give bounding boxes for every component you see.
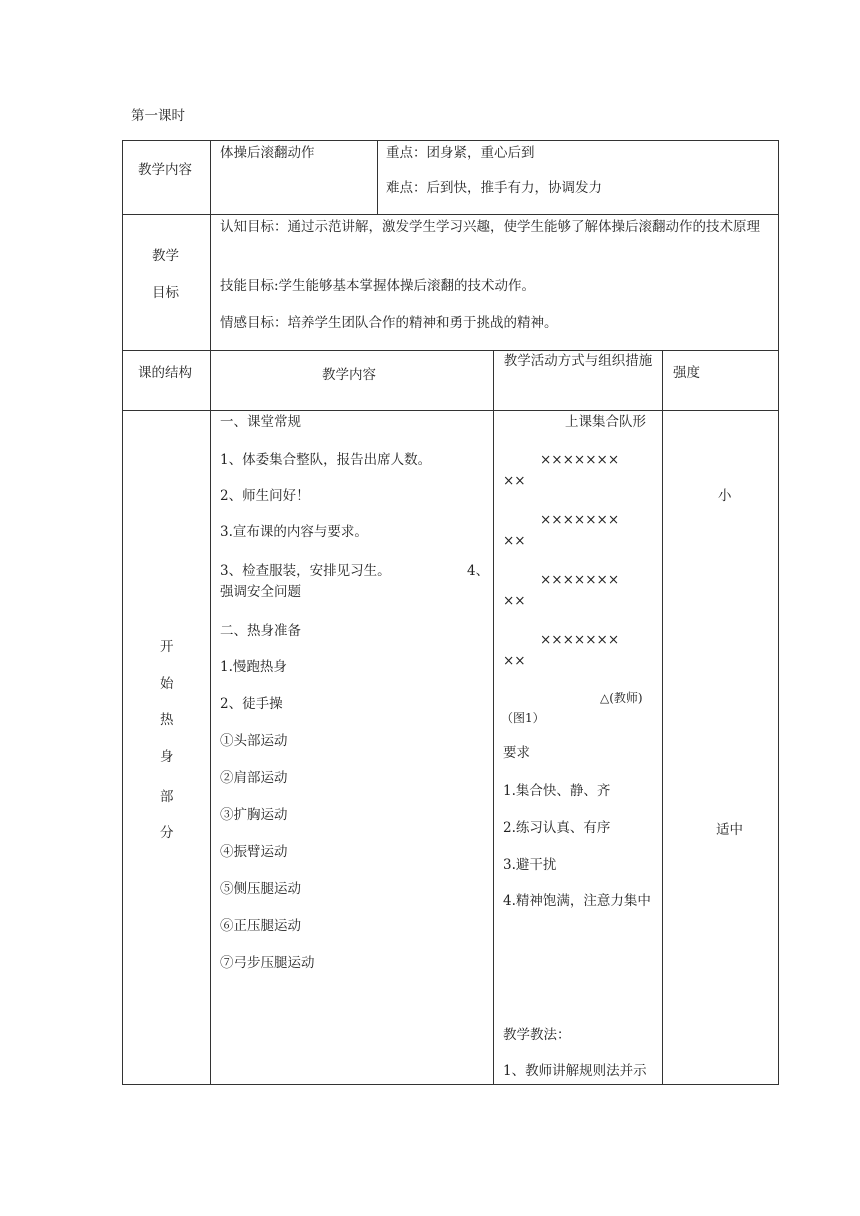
row-divider (122, 410, 779, 411)
content-item: 二、热身准备 (220, 623, 301, 639)
content-item: 一、课堂常规 (220, 414, 301, 430)
content-item: ⑤侧压腿运动 (220, 881, 301, 897)
content-item: ③扩胸运动 (220, 807, 288, 823)
section-char: 始 (160, 676, 174, 692)
figure-caption: （图1） (501, 711, 545, 725)
section-char: 热 (160, 712, 174, 728)
teaching-content-value: 体操后滚翻动作 (220, 145, 315, 161)
section-char: 部 (160, 789, 174, 805)
structure-header: 课的结构 (138, 365, 192, 381)
column-divider (493, 350, 494, 1085)
teaching-content-header: 教学内容 (138, 162, 192, 178)
section-char: 分 (160, 825, 174, 841)
skill-goal: 技能目标:学生能够基本掌握体操后滚翻的技术动作。 (220, 278, 536, 294)
content-item: 2、师生问好！ (220, 488, 310, 504)
requirement-item: 3.避干扰 (503, 857, 557, 873)
requirement-item: 2.练习认真、有序 (503, 820, 611, 836)
content-item: 强调安全问题 (220, 584, 301, 600)
teaching-goal-header-2: 目标 (152, 285, 179, 301)
key-point-text: 重点：团身紧，重心后到 (386, 145, 535, 161)
requirements-title: 要求 (503, 745, 530, 761)
lesson-plan-table (122, 140, 779, 1085)
formation-row: ×× (503, 533, 526, 549)
content-item: ④振臂运动 (220, 844, 288, 860)
formation-row: ××××××× (540, 572, 620, 588)
content-item: 1.慢跑热身 (220, 659, 287, 675)
intensity-header: 强度 (673, 365, 700, 381)
column-divider (210, 140, 211, 1085)
formation-row: ×× (503, 593, 526, 609)
method-title: 教学教法： (503, 1027, 571, 1043)
activity-header: 教学活动方式与组织措施 (503, 353, 653, 369)
difficulty-text: 难点：后到快，推手有力，协调发力 (386, 180, 602, 196)
page-title: 第一课时 (131, 108, 185, 124)
content-item: 2、徒手操 (220, 696, 283, 712)
teaching-goal-header-1: 教学 (152, 248, 179, 264)
emotion-goal: 情感目标：培养学生团队合作的精神和勇于挑战的精神。 (220, 315, 558, 331)
content-item: ⑦弓步压腿运动 (220, 955, 315, 971)
table-border-bottom (122, 1084, 779, 1085)
content-item: ②肩部运动 (220, 770, 288, 786)
content-item: ①头部运动 (220, 733, 288, 749)
formation-row: ××××××× (540, 632, 620, 648)
content-item: 3、检查服装，安排见习生。 (220, 563, 391, 579)
intensity-value: 适中 (716, 822, 743, 838)
column-divider (377, 140, 378, 214)
content-item: 3.宣布课的内容与要求。 (220, 524, 368, 540)
section-char: 身 (160, 749, 174, 765)
column-divider (662, 350, 663, 1085)
requirement-item: 4.精神饱满，注意力集中 (503, 893, 651, 909)
section-char: 开 (160, 639, 174, 655)
formation-row: ××××××× (540, 452, 620, 468)
formation-title: 上课集合队形 (565, 414, 646, 430)
intensity-value: 小 (718, 488, 732, 504)
cognitive-goal: 认知目标：通过示范讲解，激发学生学习兴趣，使学生能够了解体操后滚翻动作的技术原理 (220, 219, 760, 235)
row-divider (122, 214, 779, 215)
content-item: 4、 (467, 563, 490, 579)
formation-row: ××××××× (540, 512, 620, 528)
table-border-top (122, 140, 779, 141)
requirement-item: 1.集合快、静、齐 (503, 783, 611, 799)
table-border-left (122, 140, 123, 1085)
content-item: 1、体委集合整队，报告出席人数。 (220, 452, 432, 468)
table-border-right (778, 140, 779, 1085)
content-item: ⑥正压腿运动 (220, 918, 301, 934)
method-item: 1、教师讲解规则法并示 (503, 1063, 647, 1079)
formation-row: ×× (503, 473, 526, 489)
row-divider (122, 350, 779, 351)
content-header: 教学内容 (322, 367, 376, 383)
teacher-marker: △(教师) (600, 691, 643, 705)
formation-row: ×× (503, 653, 526, 669)
